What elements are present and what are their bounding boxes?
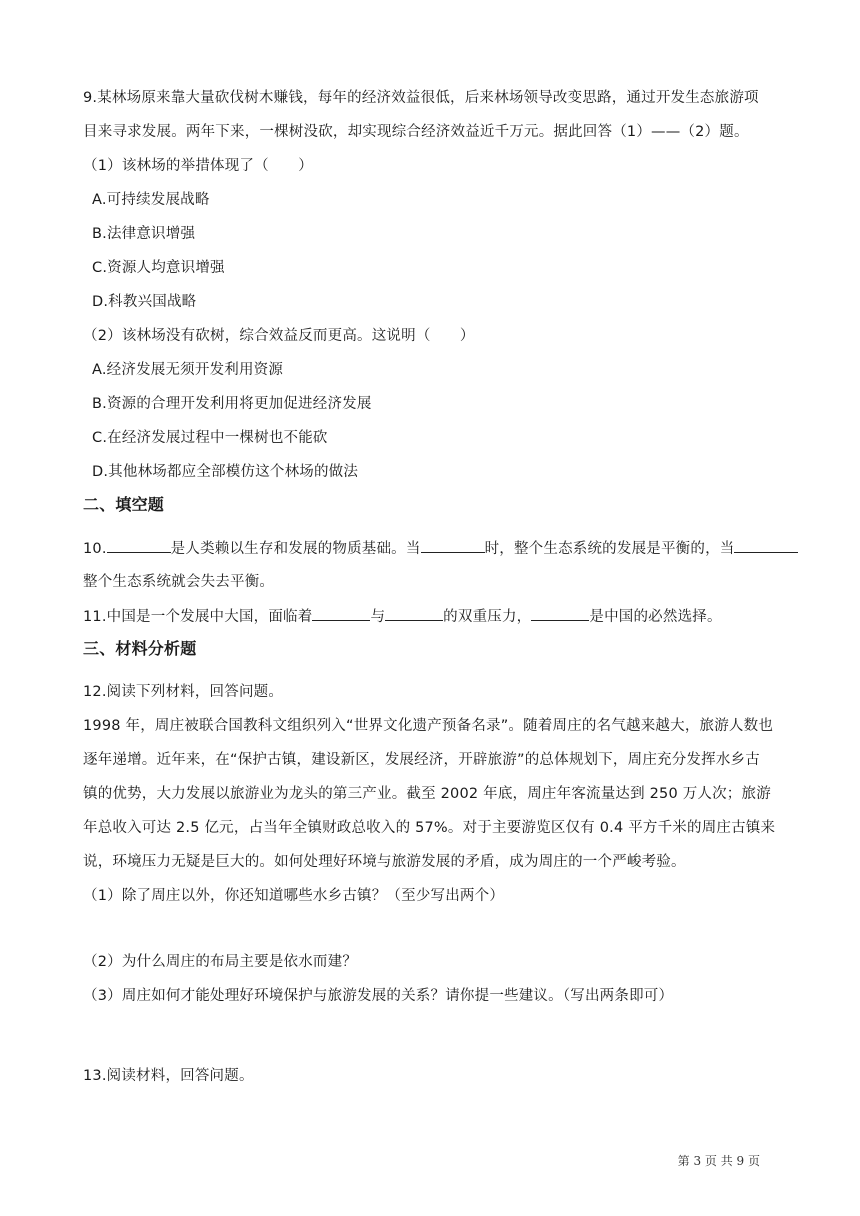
q11-text-d: 是中国的必然选择。 (589, 609, 722, 625)
q12-sub1: （1）除了周庄以外，你还知道哪些水乡古镇？（至少写出两个） (83, 888, 505, 904)
q12-material-line3: 镇的优势，大力发展以旅游业为龙头的第三产业。截至 2002 年底，周庄年客流量达到 250 万人次；旅游 (83, 786, 771, 802)
q10-text-a: 是人类赖以生存和发展的物质基础。当 (170, 541, 421, 557)
q11-line (83, 606, 783, 627)
q9-stem-line2: 目来寻求发展。两年下来，一棵树没砍，却实现综合经济效益近千万元。据此回答（1）——（2）题。 (83, 124, 749, 140)
q11-blank-3[interactable] (531, 606, 589, 621)
q9-sub2-option-a: A.经济发展无须开发利用资源 (92, 362, 284, 378)
q9-sub1-option-a: A.可持续发展战略 (92, 192, 210, 208)
q12-sub2: （2）为什么周庄的布局主要是依水而建？ (83, 954, 358, 970)
q9-sub1-option-d: D.科教兴国战略 (92, 294, 197, 310)
q13-intro: 13.阅读材料，回答问题。 (83, 1068, 254, 1084)
q11-text-c: 的双重压力， (443, 609, 532, 625)
q12-material-line2: 逐年递增。近年来，在“保护古镇，建设新区，发展经济，开辟旅游”的总体规划下，周庄充分发挥水乡古 (83, 752, 760, 768)
q12-material-line5: 说，环境压力无疑是巨大的。如何处理好环境与旅游发展的矛盾，成为周庄的一个严峻考验。 (83, 854, 686, 870)
q12-material-line4: 年总收入可达 2.5 亿元，占当年全镇财政总收入的 57%。对于主要游览区仅有 0.4 平方千米的周庄古镇来 (83, 820, 776, 836)
q9-stem-line1: 9.某林场原来靠大量砍伐树木赚钱，每年的经济效益很低，后来林场领导改变思路，通过开发生态旅游项 (83, 90, 759, 106)
q9-sub1-option-c: C.资源人均意识增强 (92, 260, 225, 276)
q10-line1 (83, 538, 783, 559)
q10-number: 10. (83, 541, 107, 557)
q11-text-a: 11.中国是一个发展中大国，面临着 (83, 609, 313, 625)
q10-blank-2[interactable] (421, 538, 485, 553)
q9-sub2-option-b: B.资源的合理开发利用将更加促进经济发展 (92, 396, 372, 412)
q12-sub3: （3）周庄如何才能处理好环境保护与旅游发展的关系？请你提一些建议。（写出两条即可） (83, 988, 674, 1004)
q11-blank-2[interactable] (385, 606, 443, 621)
page-footer: 第 3 页 共 9 页 (677, 1154, 760, 1168)
q12-material-line1: 1998 年，周庄被联合国教科文组织列入“世界文化遗产预备名录”。随着周庄的名气越来越大，旅游人数也 (83, 718, 774, 734)
q11-blank-1[interactable] (312, 606, 370, 621)
q9-sub2-question: （2）该林场没有砍树，综合效益反而更高。这说明（ ） (83, 328, 475, 344)
q12-intro: 12.阅读下列材料，回答问题。 (83, 684, 284, 700)
q10-line2: 整个生态系统就会失去平衡。 (83, 574, 275, 590)
section2-title: 二、填空题 (83, 495, 165, 514)
q10-blank-1[interactable] (107, 538, 171, 553)
q10-text-b: 时，整个生态系统的发展是平衡的，当 (484, 541, 735, 557)
q9-sub2-option-c: C.在经济发展过程中一棵树也不能砍 (92, 430, 328, 446)
q9-sub1-option-b: B.法律意识增强 (92, 226, 196, 242)
section3-title: 三、材料分析题 (83, 639, 197, 658)
q10-blank-3[interactable] (734, 538, 798, 553)
q9-sub2-option-d: D.其他林场都应全部模仿这个林场的做法 (92, 464, 359, 480)
q9-sub1-question: （1）该林场的举措体现了（ ） (83, 158, 313, 174)
q11-text-b: 与 (370, 609, 386, 625)
